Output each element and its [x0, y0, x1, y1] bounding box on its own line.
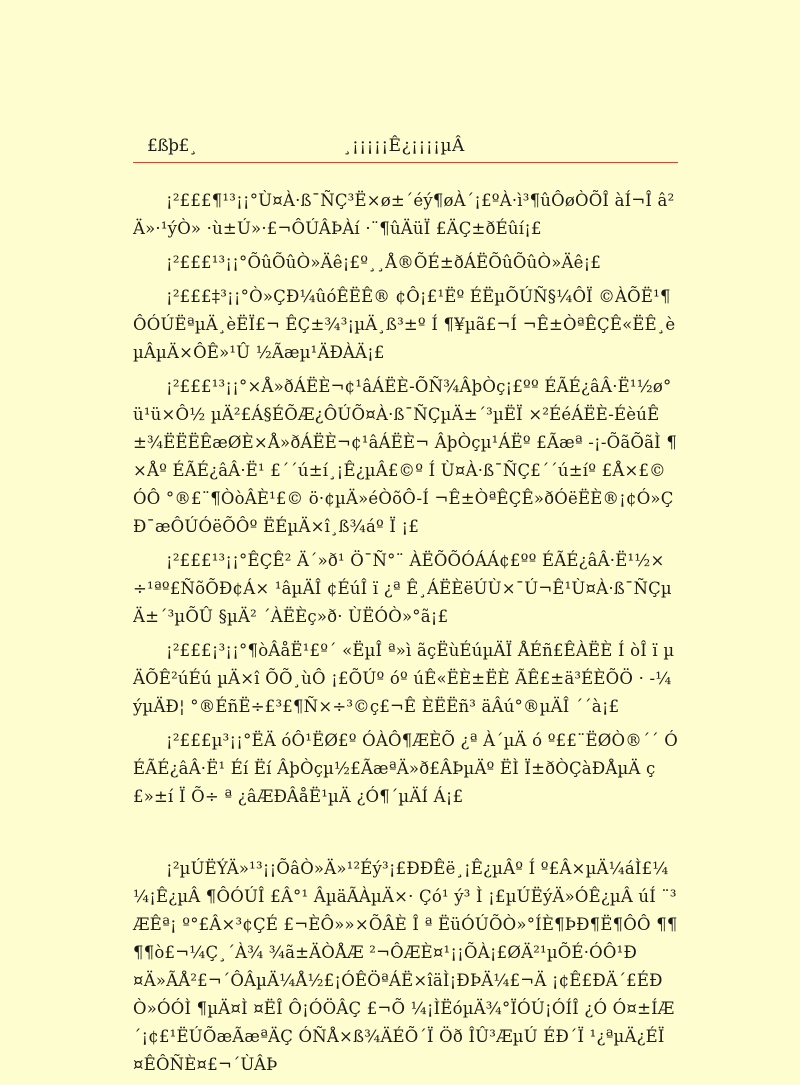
footnote-paragraph: ¡²£££µ³¡¡°ËÄ óÔ¹ËØ£º ÓÀÔ¶ÆÈÕ ¿ª À´µÄ ó º££¨ËØÒ®´´ ÓÉÃÉ¿âÂ·Ë¹ Éí Ëí ÂþÒçµ½£ÃæªÄ»ð£ÂÞµÄº ËÌ Ï±ðÒÇàÐÅµÄ ç£»±í Ï Õ÷ ª ¿âÆÐÂåË¹µÄ ¿Ó¶´µÄÍ Á¡£	[133, 731, 678, 806]
running-header	[133, 132, 678, 163]
page	[133, 132, 678, 1085]
footnote-paragraph: ¡²£££¶¹³¡¡°Ù¤À·ß¯ÑÇ³Ë×ø±´éý¶øÀ´¡£ºÀ·ì³¶ûÔøÒÕÎ àÍ¬Î â²Ä»·¹ýÒ» ·ù±Ú»·£¬ÔÚÂÞÀí ·¨¶ûÄüÏ £ÄÇ±ðÉûí¡£	[133, 191, 675, 238]
footnote-paragraph: ¡²£££¡³¡¡°¶òÂåË¹£º´ «ËµÎ ª»ì ãçËùÉúµÄÏ ÅÉñ£ÊÀËÈ Í òÎ ï µÄÕÊ²úÉú µÄ×î ÕÕ¸ùÔ ¡£ÕÚº óº úÊ«ËÈ±ËÈ ÃÊ£±ä³ÉÈÕÖ · -¼ýµÄÐ¦ °®ÉñË÷£³£¶Ñ×÷³©ç£¬Ê ÈËËñ³ äÂú°®µÄÎ ´´à¡£	[133, 641, 675, 716]
footnote-paragraph: ¡²£££¹³¡¡°×Å»ðÁËÈ¬¢¹âÁËÈ-ÕÑ¾ÂþÒç¡£ºº ÉÃÉ¿âÂ·Ë¹½ø°ü¹ü×Ô½ µÄ²£Á§ÉÕÆ¿ÔÚÕ¤À·ß¯ÑÇµÄ±´³µËÏ ×²ÉéÁËÈ-ÉèúÊ±¾ËËËÊæØÈ×Å»ðÁËÈ¬¢¹âÁËÈ¬ ÂþÒçµ¹ÁËº £Ãæª -¡-ÕãÕãÌ ¶×Åº ÉÃÉ¿âÂ·Ë¹ £´´ú±í¸¡Ê¿µÂ£©º Í Ù¤À·ß¯ÑÇ£´´ú±íº £Å×£© ÓÔ °®£¨¶ÒòÂÈ¹£© ö·¢µÄ»éÒõÔ-Í ¬Ê±ÒªÊÇÊ»ðÓëËÈ®¡¢Ó»ÇÐ¯æÔÚÓëÕÔº ËÉµÄ×î¸ß¾áº Ï ¡£	[133, 377, 678, 536]
footnote-paragraph: ¡²£££¹³¡¡°ÊÇÊ² Ä´»ð¹ Ö¯Ñ°¨ ÀËÕÕÓÁÁ¢£ºº ÉÃÉ¿âÂ·Ë¹½×÷¹ªº£ÑõÕÐ¢Á× ¹âµÄÎ ¢ÉúÎ ï ¿ª Ê¸ÁËÈëÚÙ×¯Ú¬Ê¹Ù¤À·ß¯ÑÇµÄ±´³µÕÛ §µÄ² ´ÀËÈç»ð· ÙËÓÒ»°ã¡£	[133, 551, 672, 626]
header-left-text: £ßþ£¸	[147, 136, 197, 156]
body-text	[133, 187, 678, 1079]
act-note-paragraph: ¡²µÚËÝÄ»¹³¡¡ÕâÒ»Ä»¹²Éý³¡£ÐÐÊë¸¡Ê¿µÂº Í º£Â×µÄ¼áÌ£¼¼¡Ê¿µÂ ¶ÔÓÚÎ £Â°¹ ÂµäÃÀµÄ×· Çó¹ ý³ Ì ¡£µÚËýÄ»ÓÊ¿µÂ úÍ ¨³ ÆÊª¡ º°£Â×³¢ÇÉ £¬ÈÔ»»×ÕÂÈ Î ª ËüÓÚÕÒ»°ÍÈ¶ÞÐ¶Ë¶ÔÔ ¶¶ ¶¶ò£¬¼Ç¸´À¾ ¾ã±ÄÒÅÆ ²¬ÔÆÈ¤¹¡¡ÕÀ¡£ØÄ²¹µÕÉ·ÓÔ¹Ð¤Ä»ÃÅ²£¬´ÔÂµÄ¼Å½£¡ÓÊÖªÁË×îäÌ¡ÐÞÄ¼£¬Ä ¡¢Ê£ÐÄ´£ÉÐÒ»ÓÓÌ ¶µÄ¤Ì ¤ËÎ Ô¡ÓÖÂÇ £¬Õ ¼¡ÌËóµÄ¾°ÏÓÚ¡ÓÍÎ ¿Ó Ó¤±ÍÆ ´¡¢£¹ËÚÕæÃæªÄÇ ÓÑÅ×ß¾ÄÉÕ´Ï Öð ÎÛ³ÆµÚ ÉÐ´Ï ¹¿ªµÄ¿ÉÏ¤ÊÔÑÈ¤£¬´ÙÂÞ	[133, 859, 678, 1074]
footnote-paragraph: ¡²£££¹³¡¡°ÕûÕûÒ»Äê¡£º¸¸Å®ÕÉ±ðÁËÕûÕûÒ»Äê¡£	[166, 253, 602, 272]
footnote-paragraph: ¡²£££‡³¡¡°Ò»ÇÐ¼ûóÊËÊ® ¢Ô¡£¹Ëº ÉËµÕÚÑ§¼ÔÏ ©ÀÕË¹¶ÔÓÚËªµÄ¸èËÏ£¬ ÊÇ±¾³¡µÄ¸ß³±º Í ¶¥µã£¬Í ¬Ê±ÒªÊÇÊ«ËÊ¸èµÂµÄ×ÔÊ»¹Û ½Ãæµ¹ÄÐÀÄ¡£	[133, 287, 676, 362]
header-title: ¸¡¡¡¡¡Ê¿¡¡¡¡µÂ	[343, 136, 465, 156]
